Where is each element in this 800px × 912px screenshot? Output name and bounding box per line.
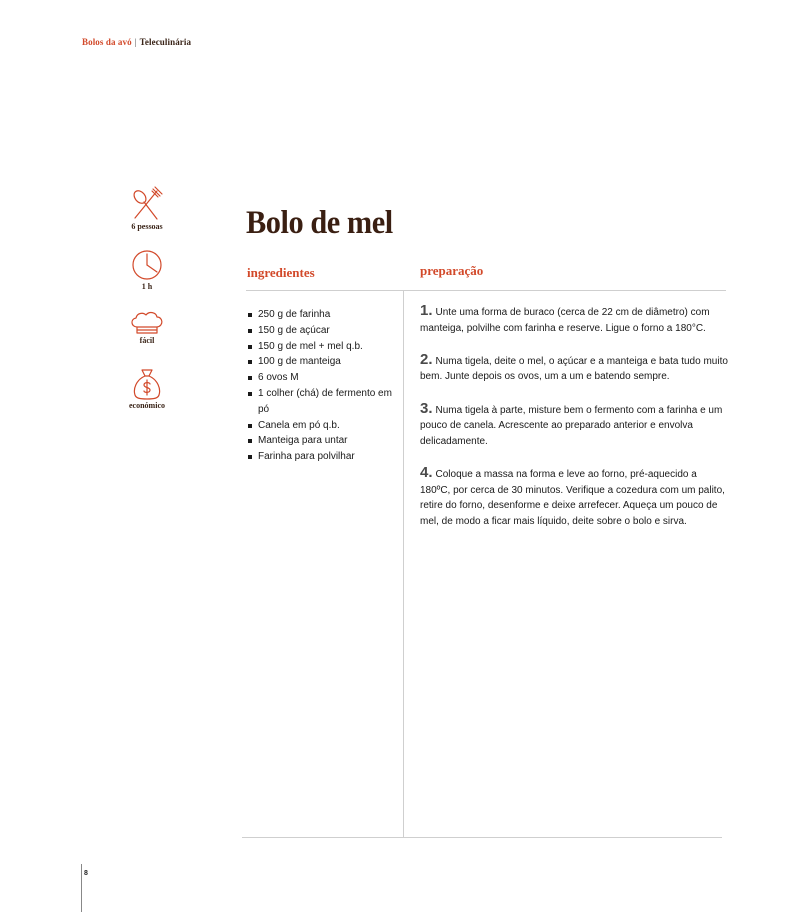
ingredients-heading: ingredientes [247, 265, 315, 280]
step-text: Coloque a massa na forma e leve ao forno, pré-aquecido a 180ºC, por cerca de 30 minutos. Verifique a cozedura com um palito, retire do forno, desenforme e deixe arrefecer. Aqueça um pouco de mel, de modo a ficar mais líquido, deite sobre o bolo e sirva. [420, 468, 725, 527]
ingredients-list [248, 307, 398, 465]
step-3 [420, 401, 728, 450]
step-text: Unte uma forma de buraco (cerca de 22 cm de diâmetro) com manteiga, polvilhe com farinha e reserve. Ligue o forno a 180°C. [420, 307, 710, 334]
cost-label: económico [129, 401, 165, 410]
header-separator: | [134, 37, 137, 47]
list-item: Farinha para polvilhar [248, 449, 398, 465]
difficulty-meta [118, 310, 176, 345]
preparation-divider [404, 290, 726, 291]
step-2 [420, 352, 728, 385]
cutlery-icon [129, 186, 165, 222]
step-number: 3. [420, 399, 433, 417]
page-number: 8 [84, 870, 88, 877]
step-number: 4. [420, 463, 433, 481]
header-brand: Bolos da avó [82, 37, 132, 47]
ingredients-divider [246, 290, 404, 291]
list-item: 6 ovos M [248, 370, 398, 386]
header-section: Teleculinária [139, 37, 192, 47]
list-item: 150 g de mel + mel q.b. [248, 339, 398, 355]
column-divider [403, 290, 404, 837]
preparation-steps [420, 303, 728, 545]
difficulty-label: fácil [139, 336, 155, 345]
servings-label: 6 pessoas [131, 222, 163, 231]
step-1 [420, 303, 728, 336]
bottom-divider [242, 837, 722, 838]
step-4 [420, 465, 728, 529]
preparation-heading: preparação [420, 263, 484, 278]
time-meta [118, 248, 176, 291]
chef-hat-icon [128, 310, 166, 336]
step-text: Numa tigela à parte, misture bem o fermento com a farinha e um pouco de canela. Acrescente ao preparado anterior e envolva delicadamente. [420, 404, 723, 447]
recipe-title: Bolo de mel [246, 205, 393, 241]
money-bag-icon [130, 367, 164, 401]
list-item: 1 colher (chá) de fermento em pó [248, 386, 398, 418]
time-label: 1 h [141, 282, 153, 291]
list-item: Canela em pó q.b. [248, 418, 398, 434]
step-number: 1. [420, 302, 433, 319]
list-item: 250 g de farinha [248, 307, 398, 323]
page-number-rule [81, 864, 82, 912]
cost-meta [118, 367, 176, 410]
step-text: Numa tigela, deite o mel, o açúcar e a manteiga e bata tudo muito bem. Junte depois os ovos, um a um e batendo sempre. [420, 355, 728, 383]
running-header [82, 37, 191, 47]
list-item: Manteiga para untar [248, 433, 398, 449]
step-number: 2. [420, 350, 433, 368]
servings-meta [118, 186, 176, 231]
list-item: 100 g de manteiga [248, 354, 398, 370]
list-item: 150 g de açúcar [248, 323, 398, 339]
clock-icon [130, 248, 164, 282]
